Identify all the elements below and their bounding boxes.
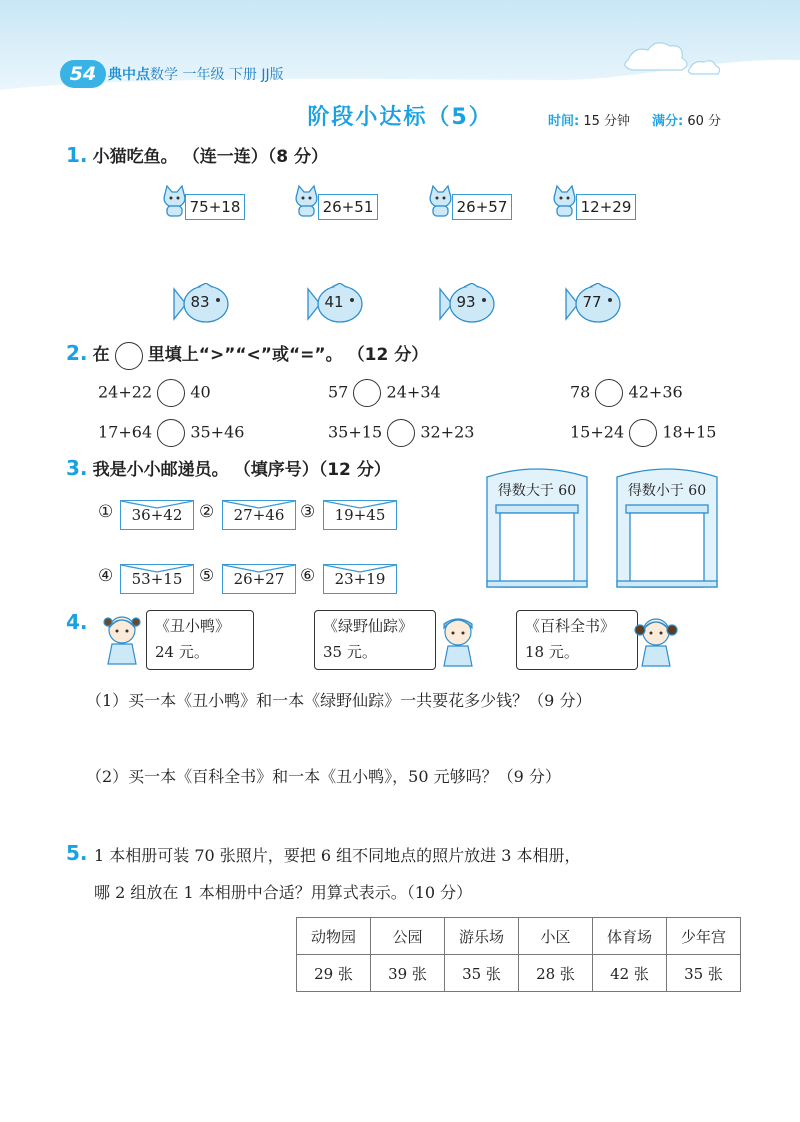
answer-circle[interactable] — [157, 419, 185, 447]
q2-left: 17+64 — [98, 422, 153, 442]
table-cell: 42 张 — [593, 955, 667, 992]
book-bubble-3 — [516, 610, 638, 670]
q2-item-4 — [98, 419, 244, 447]
cat-card-3[interactable]: 26+57 — [452, 194, 512, 220]
q2-number: 2. — [66, 341, 88, 365]
q2-right: 40 — [190, 382, 211, 402]
book-title-3: 《百科全书》 — [525, 617, 616, 635]
cat-card-4[interactable]: 12+29 — [576, 194, 636, 220]
q1-number: 1. — [66, 143, 88, 167]
table-header-cell: 少年宫 — [667, 918, 741, 955]
cat-card-1[interactable]: 75+18 — [185, 194, 245, 220]
q3-hint: （填序号）（12 分） — [233, 460, 391, 480]
envelope-expr: 26+27 — [233, 570, 285, 588]
q2-right: 18+15 — [662, 422, 717, 442]
q2-text-b: 里填上“>”“<”或“=”。 — [147, 345, 343, 365]
q5-line2: 哪 2 组放在 1 本相册中合适？用算式表示。（10 分） — [94, 883, 473, 902]
circle-blank-icon — [115, 342, 143, 370]
envelope-1[interactable] — [120, 500, 194, 530]
score-label: 满分: — [652, 114, 684, 129]
q2-text-a: 在 — [92, 345, 110, 365]
envelope-4[interactable] — [120, 564, 194, 594]
q2-left: 57 — [328, 382, 349, 402]
girl-avatar-icon — [100, 612, 144, 666]
envelope-6[interactable] — [323, 564, 397, 594]
score-value: 60 分 — [687, 114, 722, 129]
answer-circle[interactable] — [629, 419, 657, 447]
q2-right: 35+46 — [190, 422, 245, 442]
cat-4[interactable] — [550, 184, 578, 222]
book-title-1: 《丑小鸭》 — [155, 617, 231, 635]
q3-number: 3. — [66, 456, 88, 480]
photo-table — [296, 917, 741, 992]
envelope-expr: 23+19 — [334, 570, 386, 588]
q2-left: 15+24 — [570, 422, 625, 442]
table-cell: 39 张 — [371, 955, 445, 992]
book-price-3: 18 元。 — [525, 643, 579, 661]
q2-item-3 — [570, 379, 683, 407]
table-header-cell: 动物园 — [297, 918, 371, 955]
time-label: 时间: — [548, 114, 580, 129]
fish-value-1: 83 — [190, 293, 210, 311]
q2-left: 35+15 — [328, 422, 383, 442]
envelope-label-3: ③ — [300, 502, 316, 522]
q1-text: 小猫吃鱼。 — [92, 147, 178, 167]
fish-1[interactable] — [172, 283, 234, 325]
table-header-row — [297, 918, 741, 955]
mailbox-less[interactable] — [614, 465, 720, 590]
cat-icon — [292, 184, 320, 218]
table-header-cell: 小区 — [519, 918, 593, 955]
table-cell: 29 张 — [297, 955, 371, 992]
time-value: 15 分钟 — [583, 114, 631, 129]
q2-heading — [66, 340, 428, 370]
fish-value-2: 41 — [324, 293, 344, 311]
q4-sub2: （2）买一本《百科全书》和一本《丑小鸭》，50 元够吗？（9 分） — [86, 767, 561, 786]
q2-item-2 — [328, 379, 441, 407]
envelope-5[interactable] — [222, 564, 296, 594]
cat-icon — [426, 184, 454, 218]
page-number: 54 — [69, 63, 97, 85]
q3-text: 我是小小邮递员。 — [92, 460, 229, 480]
table-header-cell: 游乐场 — [445, 918, 519, 955]
q1-heading — [66, 142, 328, 167]
table-cell: 35 张 — [445, 955, 519, 992]
mailbox-greater[interactable] — [484, 465, 590, 590]
cat-icon — [160, 184, 188, 218]
table-cell: 28 张 — [519, 955, 593, 992]
fish-value-3: 93 — [456, 293, 476, 311]
table-cell: 35 张 — [667, 955, 741, 992]
book-price-2: 35 元。 — [323, 643, 377, 661]
q2-item-1 — [98, 379, 211, 407]
q4-number: 4. — [66, 610, 88, 634]
cat-1[interactable] — [160, 184, 188, 222]
envelope-expr: 53+15 — [131, 570, 183, 588]
answer-circle[interactable] — [353, 379, 381, 407]
book-bubble-1 — [146, 610, 254, 670]
q2-right: 32+23 — [420, 422, 475, 442]
page-title: 阶段小达标（5） — [307, 105, 493, 130]
book-title-2: 《绿野仙踪》 — [323, 617, 414, 635]
answer-circle[interactable] — [387, 419, 415, 447]
fish-3[interactable] — [438, 283, 500, 325]
q2-right: 24+34 — [386, 382, 441, 402]
table-header-cell: 体育场 — [593, 918, 667, 955]
envelope-label-6: ⑥ — [300, 566, 316, 586]
cat-icon — [550, 184, 578, 218]
header-band — [0, 0, 800, 100]
q4-sub1: （1）买一本《丑小鸭》和一本《绿野仙踪》一共要花多少钱？（9 分） — [86, 691, 592, 710]
table-header-cell: 公园 — [371, 918, 445, 955]
mailbox-label-1: 得数大于 60 — [497, 483, 577, 499]
envelope-2[interactable] — [222, 500, 296, 530]
cat-2[interactable] — [292, 184, 320, 222]
table-row — [297, 955, 741, 992]
envelope-expr: 19+45 — [334, 506, 386, 524]
fish-value-4: 77 — [582, 293, 602, 311]
book-price-1: 24 元。 — [155, 643, 209, 661]
fish-2[interactable] — [306, 283, 368, 325]
envelope-label-5: ⑤ — [199, 566, 215, 586]
envelope-3[interactable] — [323, 500, 397, 530]
boy-avatar-icon — [436, 612, 480, 668]
girl-avatar-icon — [634, 612, 678, 668]
brand-logo: 典中点 — [108, 67, 150, 83]
cat-3[interactable] — [426, 184, 454, 222]
mailbox-label-2: 得数小于 60 — [627, 483, 707, 499]
q2-item-6 — [570, 419, 716, 447]
q5-line1: 1 本相册可装 70 张照片，要把 6 组不同地点的照片放进 3 本相册， — [94, 846, 581, 865]
envelope-label-2: ② — [199, 502, 215, 522]
time-info — [548, 110, 630, 129]
q1-hint: （连一连）（8 分） — [182, 147, 328, 167]
q2-left: 78 — [570, 382, 591, 402]
q2-item-5 — [328, 419, 474, 447]
fish-4[interactable] — [564, 283, 626, 325]
q5-number: 5. — [66, 841, 88, 865]
q2-left: 24+22 — [98, 382, 153, 402]
envelope-label-4: ④ — [98, 566, 114, 586]
answer-circle[interactable] — [157, 379, 185, 407]
score-info — [652, 110, 721, 129]
q2-right: 42+36 — [628, 382, 683, 402]
q3-heading — [66, 455, 391, 480]
envelope-label-1: ① — [98, 502, 114, 522]
answer-circle[interactable] — [595, 379, 623, 407]
book-info: 数学 一年级 下册 JJ版 — [150, 67, 284, 83]
cat-card-2[interactable]: 26+51 — [318, 194, 378, 220]
q2-score: （12 分） — [347, 345, 429, 365]
book-bubble-2 — [314, 610, 436, 670]
envelope-expr: 36+42 — [131, 506, 183, 524]
envelope-expr: 27+46 — [233, 506, 285, 524]
